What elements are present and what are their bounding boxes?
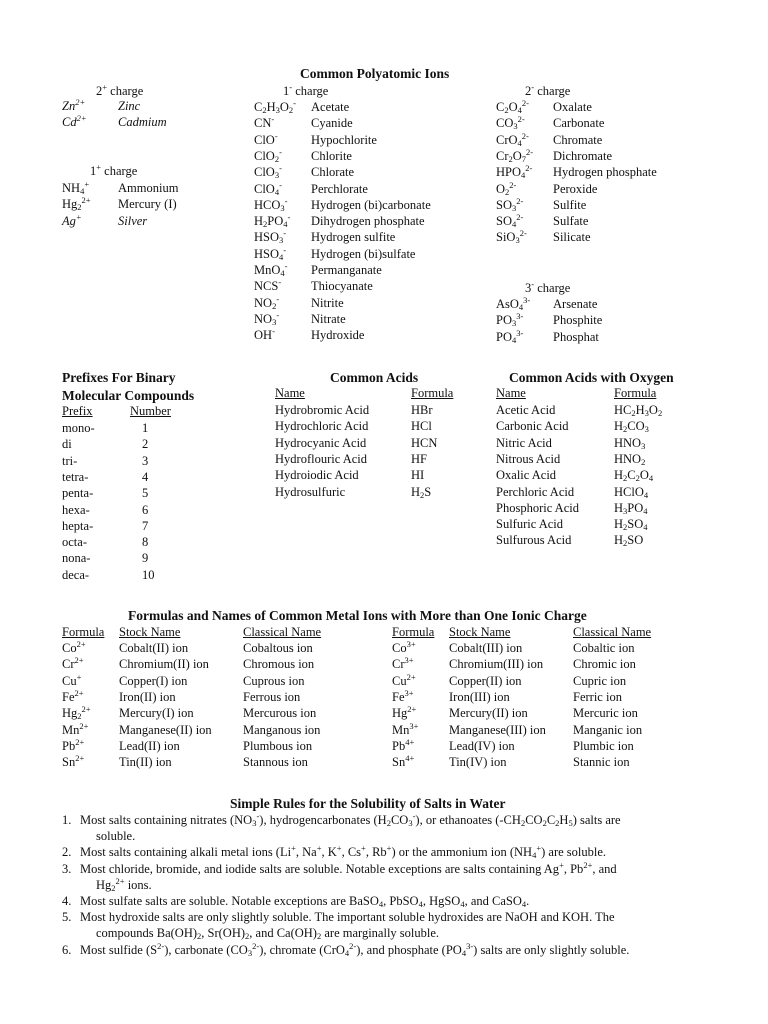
- ion-formula: $SO_3^{2-}$: [496, 195, 524, 213]
- rule-text: compounds $Ba(OH)_2$, $Sr(OH)_2$, and $Ca(OH)_2$ are marginally soluble.: [96, 926, 440, 942]
- prefix-name: di: [62, 437, 72, 452]
- prefix-number: 5: [142, 486, 149, 501]
- metal-classical-name: Cobaltic ion: [573, 641, 635, 655]
- metals-right-formula-header: Formula: [392, 625, 435, 639]
- ion-formula: $HCO_3^-$: [254, 195, 288, 213]
- oxyacid-formula: $H_3PO_4$: [614, 500, 648, 516]
- metal-formula: $Cr^{3+}$: [392, 655, 414, 672]
- acid-name: Hydrochloric Acid: [275, 419, 369, 434]
- acid-formula: HBr: [411, 403, 433, 417]
- acids-name-header: Name: [275, 386, 305, 400]
- ion-name: Hydrogen (bi)sulfate: [311, 246, 416, 261]
- prefix-name: hepta-: [62, 518, 94, 533]
- ion-formula: NCS-: [254, 277, 282, 294]
- oxyacid-formula: $H_2SO_4$: [614, 517, 648, 533]
- acid-formula: HF: [411, 451, 427, 466]
- metal-stock-name: Copper(I) ion: [119, 673, 188, 688]
- metal-stock-name: Iron(III) ion: [449, 689, 510, 704]
- metal-classical-name: Plumbic ion: [573, 738, 634, 753]
- acid-formula: $H_2S$: [411, 484, 432, 500]
- prefix-name: mono-: [62, 421, 95, 435]
- rule-number: 6.: [62, 942, 72, 957]
- ion-formula: ClO$_4$-: [254, 179, 282, 197]
- oxyacid-formula: $HNO_2$: [614, 451, 646, 467]
- ion-name: Hydrogen phosphate: [553, 165, 657, 180]
- ion-formula: $C_2O_4^{2-}$: [496, 98, 529, 115]
- ion-name: Silicate: [553, 230, 591, 245]
- ion-name: Phosphat: [553, 329, 599, 344]
- ion-formula: $O_2^{2-}$: [496, 179, 517, 197]
- prefix-number: 6: [142, 502, 149, 517]
- oxyacids-name-header: Name: [496, 386, 526, 400]
- oxyacid-name: Perchloric Acid: [496, 484, 575, 499]
- ion-name: Chlorate: [311, 165, 355, 180]
- prefix-number: 2: [142, 437, 149, 452]
- metal-formula: $Cr^{2+}$: [62, 655, 84, 672]
- oxyacids-title: Common Acids with Oxygen: [509, 370, 674, 385]
- metals-left-classical-header: Classical Name: [243, 625, 322, 639]
- ion-formula: ClO$_2$-: [254, 146, 282, 164]
- ion-name: Peroxide: [553, 181, 598, 196]
- rule-text: $Hg_2^{2+}$ ions.: [96, 875, 152, 893]
- ion-name: Dihydrogen phosphate: [311, 214, 425, 229]
- ion-formula: $PO_3^{3-}$: [496, 311, 524, 329]
- acid-formula: HCN: [411, 435, 438, 450]
- ion-formula: $HPO_4^{2-}$: [496, 163, 533, 181]
- metal-formula: $Hg_2^{2+}$: [62, 704, 91, 722]
- metal-classical-name: Chromous ion: [243, 657, 315, 672]
- charge-2minus-heading: 2- charge: [525, 82, 571, 98]
- ion-name: Ammonium: [118, 181, 179, 195]
- metal-formula: $Hg^{2+}$: [392, 704, 417, 721]
- acid-name: Hydrobromic Acid: [275, 403, 370, 417]
- oxyacid-formula: $H_2C_2O_4$: [614, 468, 654, 484]
- rule-text: Most sulfate salts are soluble. Notable exceptions are BaSO$_4$, PbSO$_4$, HgSO$_4$, and CaSO$_4$.: [80, 894, 530, 909]
- ion-formula: MnO$_4$-: [254, 261, 288, 278]
- ion-formula: AsO$_4^{3-}$: [496, 295, 531, 312]
- metal-classical-name: Cupric ion: [573, 673, 627, 688]
- oxyacid-formula: $H_2CO_3$: [614, 419, 649, 435]
- prefix-name: tri-: [62, 453, 78, 468]
- ion-name: Phosphite: [553, 313, 603, 328]
- prefix-number: 10: [142, 567, 155, 582]
- oxyacid-formula: HClO$_4$: [614, 484, 649, 500]
- prefix-number: 8: [142, 535, 149, 550]
- ion-formula: ClO$_3$-: [254, 163, 282, 181]
- ion-formula: $NO_2^-$: [254, 293, 280, 311]
- acid-name: Hydrocyanic Acid: [275, 435, 367, 450]
- ion-formula: $Zn^{2+}$: [62, 97, 86, 113]
- oxyacid-name: Carbonic Acid: [496, 419, 569, 434]
- ion-name: Dichromate: [553, 148, 613, 163]
- ion-name: Silver: [118, 213, 148, 228]
- ion-name: Sulfate: [553, 214, 589, 229]
- metals-left-stock-header: Stock Name: [119, 625, 181, 639]
- metal-classical-name: Manganic ion: [573, 722, 643, 737]
- polyatomic-title: Common Polyatomic Ions: [300, 66, 450, 81]
- ion-formula: $Cd^{2+}$: [62, 113, 87, 130]
- ion-formula: $C_2H_3O_2^-$: [254, 98, 296, 115]
- acid-formula: HCl: [411, 419, 432, 434]
- rule-number: 4.: [62, 894, 72, 908]
- solubility-title: Simple Rules for the Solubility of Salts in Water: [230, 796, 506, 811]
- metal-stock-name: Cobalt(III) ion: [449, 641, 523, 655]
- oxyacid-name: Phosphoric Acid: [496, 500, 579, 515]
- metal-stock-name: Manganese(II) ion: [119, 722, 212, 737]
- prefix-number: 7: [142, 518, 149, 533]
- metal-classical-name: Mercurous ion: [243, 706, 317, 721]
- ion-formula: $NH_4^+$: [62, 179, 90, 196]
- rule-text: Most chloride, bromide, and iodide salts are soluble. Notable exceptions are salts containing Ag+, $Pb^{2+}$, and: [80, 859, 617, 876]
- prefix-number: 4: [142, 469, 149, 484]
- metals-left-formula-header: Formula: [62, 625, 105, 639]
- oxyacid-name: Sulfurous Acid: [496, 533, 572, 548]
- metal-classical-name: Ferric ion: [573, 689, 622, 704]
- metal-stock-name: Lead(IV) ion: [449, 738, 515, 753]
- oxyacid-name: Nitrous Acid: [496, 451, 561, 466]
- ion-name: Perchlorate: [311, 181, 368, 196]
- number-col-header: Number: [130, 404, 171, 418]
- ion-name: Mercury (I): [118, 197, 177, 212]
- metal-classical-name: Cobaltous ion: [243, 641, 313, 655]
- ion-formula: $PO_4^{3-}$: [496, 327, 524, 345]
- metal-formula: $Pb^{2+}$: [62, 736, 85, 753]
- ion-formula: Ag+: [62, 211, 82, 228]
- ion-name: Hypochlorite: [311, 132, 377, 147]
- metals-right-stock-header: Stock Name: [449, 625, 511, 639]
- prefix-name: hexa-: [62, 502, 90, 517]
- metal-stock-name: Mercury(I) ion: [119, 706, 194, 721]
- acids-formula-header: Formula: [411, 386, 454, 400]
- oxyacid-formula: $HC_2H_3O_2$: [614, 403, 663, 418]
- metal-stock-name: Tin(II) ion: [119, 755, 172, 770]
- ion-name: Arsenate: [553, 297, 598, 311]
- ion-name: Nitrate: [311, 311, 346, 326]
- acid-name: Hydroflouric Acid: [275, 451, 367, 466]
- prefix-number: 9: [142, 551, 149, 566]
- prefix-name: deca-: [62, 567, 90, 582]
- prefix-col-header: Prefix: [62, 404, 93, 418]
- metal-stock-name: Mercury(II) ion: [449, 706, 528, 721]
- oxyacids-formula-header: Formula: [614, 386, 657, 400]
- ion-formula: $SO_4^{2-}$: [496, 212, 524, 230]
- acid-formula: HI: [411, 468, 425, 483]
- metal-formula: $Fe^{2+}$: [62, 687, 84, 704]
- rule-number: 3.: [62, 861, 72, 876]
- oxyacid-formula: $HNO_3$: [614, 435, 646, 451]
- prefix-name: penta-: [62, 486, 94, 501]
- metal-formula: $Pb^{4+}$: [392, 736, 415, 753]
- charge-2plus-heading: 2+ charge: [96, 82, 144, 98]
- metals-title: Formulas and Names of Common Metal Ions with More than One Ionic Charge: [128, 608, 587, 623]
- rule-number: 5.: [62, 910, 72, 925]
- metal-stock-name: Cobalt(II) ion: [119, 641, 189, 655]
- metal-classical-name: Plumbous ion: [243, 738, 313, 753]
- ion-name: Permanganate: [311, 263, 382, 277]
- metal-formula: Cu+: [62, 671, 82, 688]
- ion-name: Sulfite: [553, 197, 587, 212]
- ion-name: Chromate: [553, 132, 603, 147]
- oxyacid-name: Acetic Acid: [496, 403, 556, 417]
- ion-formula: ClO-: [254, 130, 278, 147]
- rule-text: Most salts containing nitrates $(NO_3^-)$, hydrogencarbonates $(H_2CO_3^-)$, or ethanoates $(-CH_2CO_2C_2H_5)$ salts are: [80, 811, 621, 828]
- ion-formula: $NO_3^-$: [254, 309, 280, 327]
- charge-1plus-heading: 1+ charge: [90, 162, 138, 178]
- oxyacid-name: Nitric Acid: [496, 435, 552, 450]
- charge-1minus-heading: 1- charge: [283, 82, 329, 98]
- ion-name: Chlorite: [311, 148, 352, 163]
- oxyacid-name: Sulfuric Acid: [496, 517, 564, 532]
- ion-formula: $Cr_2O_7^{2-}$: [496, 146, 534, 164]
- prefix-name: octa-: [62, 535, 87, 550]
- metal-classical-name: Mercuric ion: [573, 706, 638, 721]
- acids-title: Common Acids: [330, 370, 419, 385]
- ion-name: Hydrogen (bi)carbonate: [311, 197, 431, 212]
- prefixes-title-line2: Molecular Compounds: [62, 388, 195, 403]
- ion-name: Hydroxide: [311, 328, 365, 343]
- prefix-number: 1: [142, 421, 149, 435]
- metal-formula: $Co^{3+}$: [392, 639, 416, 655]
- rule-text: Most salts containing alkali metal ions (Li+, Na+, K+, Cs+, Rb+) or the ammonium ion $(NH_4^+)$ are soluble.: [80, 843, 607, 861]
- oxyacid-formula: $H_2SO$: [614, 533, 644, 549]
- ion-formula: $HSO_3^-$: [254, 228, 287, 246]
- metal-stock-name: Chromium(II) ion: [119, 657, 209, 672]
- metal-stock-name: Copper(II) ion: [449, 673, 522, 688]
- metals-right-classical-header: Classical Name: [573, 625, 652, 639]
- prefix-name: tetra-: [62, 469, 89, 484]
- metal-formula: $Co^{2+}$: [62, 639, 86, 655]
- ion-formula: $CO_3^{2-}$: [496, 114, 525, 132]
- metal-formula: $Mn^{2+}$: [62, 720, 89, 737]
- ion-name: Thiocyanate: [311, 279, 373, 294]
- metal-stock-name: Iron(II) ion: [119, 689, 176, 704]
- metal-classical-name: Chromic ion: [573, 657, 636, 672]
- rule-text: Most sulfide $(S^{2-})$, carbonate $(CO_3^{2-})$, chromate (CrO$_4^{2-}$), and phosphate $(PO_4^{3-})$ salts are only slightly soluble.: [80, 940, 630, 958]
- metal-classical-name: Ferrous ion: [243, 689, 301, 704]
- rule-text: Most hydroxide salts are only slightly soluble. The important soluble hydroxides are NaOH and KOH. The: [80, 910, 615, 925]
- ion-formula: OH-: [254, 326, 275, 343]
- ion-name: Zinc: [118, 99, 141, 113]
- charge-3minus-heading: 3- charge: [525, 279, 571, 295]
- ion-formula: CrO$_4^{2-}$: [496, 130, 529, 148]
- ion-formula: SiO$_3^{2-}$: [496, 228, 527, 246]
- ion-name: Hydrogen sulfite: [311, 230, 396, 245]
- metal-formula: $Sn^{4+}$: [392, 753, 415, 770]
- metal-classical-name: Manganous ion: [243, 722, 321, 737]
- rule-number: 1.: [62, 813, 72, 827]
- ion-formula: CN-: [254, 114, 275, 131]
- metal-classical-name: Stannic ion: [573, 755, 630, 770]
- ion-name: Carbonate: [553, 116, 605, 131]
- ion-formula: $H_2PO_4^-$: [254, 212, 291, 230]
- prefix-number: 3: [142, 453, 149, 468]
- prefix-name: nona-: [62, 551, 91, 566]
- metal-classical-name: Stannous ion: [243, 755, 308, 770]
- acid-name: Hydrosulfuric: [275, 484, 346, 499]
- metal-classical-name: Cuprous ion: [243, 673, 305, 688]
- ion-name: Nitrite: [311, 295, 344, 310]
- metal-stock-name: Chromium(III) ion: [449, 657, 544, 672]
- metal-formula: $Cu^{2+}$: [392, 671, 416, 688]
- prefixes-title-line1: Prefixes For Binary: [62, 370, 176, 385]
- ion-name: Cadmium: [118, 115, 167, 130]
- ion-formula: $Hg_2^{2+}$: [62, 195, 91, 213]
- metal-stock-name: Lead(II) ion: [119, 738, 180, 753]
- ion-formula: $HSO_4^-$: [254, 244, 287, 262]
- oxyacid-name: Oxalic Acid: [496, 468, 557, 483]
- metal-stock-name: Tin(IV) ion: [449, 755, 507, 770]
- metal-stock-name: Manganese(III) ion: [449, 722, 546, 737]
- acid-name: Hydroiodic Acid: [275, 468, 359, 483]
- metal-formula: $Fe^{3+}$: [392, 687, 414, 704]
- ion-name: Acetate: [311, 100, 350, 114]
- rule-text: soluble.: [96, 829, 136, 844]
- rule-number: 2.: [62, 845, 72, 860]
- metal-formula: $Mn^{3+}$: [392, 720, 419, 737]
- ion-name: Cyanide: [311, 116, 353, 131]
- ion-name: Oxalate: [553, 100, 592, 114]
- metal-formula: $Sn^{2+}$: [62, 753, 85, 770]
